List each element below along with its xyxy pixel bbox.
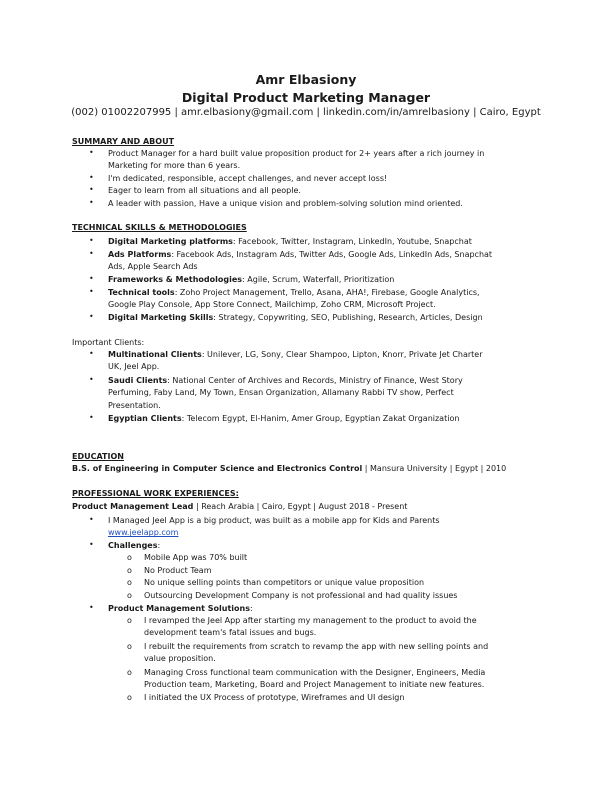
solution-item: I rebuilt the requirements from scratch to revamp the app with new selling points and value proposition. <box>144 642 489 664</box>
circle-bullet-icon: o <box>127 642 132 651</box>
bullet-icon: • <box>89 312 94 321</box>
circle-bullet-icon: o <box>127 553 132 562</box>
challenge-item: No Product Team <box>144 566 212 575</box>
bullet-icon: • <box>89 185 94 194</box>
summary-heading: SUMMARY AND ABOUT <box>72 137 175 146</box>
client-item: Saudi Clients: National Center of Archives and Records, Ministry of Finance, West Story Perfuming, Faby Land, My Town, Ensan Organization, Allamany Rabbi TV show, Perfect Presentation. <box>108 376 463 410</box>
summary-item: A leader with passion, Have a unique vision and problem-solving solution mind oriented. <box>108 199 463 208</box>
experience-role: Product Management Lead | Reach Arabia | Cairo, Egypt | August 2018 - Present <box>72 502 408 511</box>
bullet-icon: • <box>89 236 94 245</box>
jeelapp-link[interactable]: www.jeelapp.com <box>108 528 179 538</box>
skill-item: Digital Marketing platforms: Facebook, Twitter, Instagram, LinkedIn, Youtube, Snapchat <box>108 237 472 246</box>
bullet-icon: • <box>89 515 94 524</box>
challenge-item: Outsourcing Development Company is not professional and had quality issues <box>144 591 458 600</box>
bullet-icon: • <box>89 540 94 549</box>
bullet-icon: • <box>89 287 94 296</box>
circle-bullet-icon: o <box>127 591 132 600</box>
skill-item: Frameworks & Methodologies: Agile, Scrum, Waterfall, Prioritization <box>108 275 395 284</box>
challenges-label: Challenges: <box>108 541 161 550</box>
experience-intro: I Managed Jeel App is a big product, was built as a mobile app for Kids and Parents www.jeelapp.com <box>108 516 440 538</box>
bullet-icon: • <box>89 198 94 207</box>
summary-item: I'm dedicated, responsible, accept challenges, and never accept loss! <box>108 174 388 183</box>
solution-item: I initiated the UX Process of prototype, Wireframes and UI design <box>144 693 405 702</box>
education-entry: B.S. of Engineering in Computer Science and Electronics Control | Mansura University | Egypt | 2010 <box>72 464 507 473</box>
solution-item: I revamped the Jeel App after starting my management to the product to avoid the development team's fatal issues and bugs. <box>144 616 477 638</box>
bullet-icon: • <box>89 148 94 157</box>
job-title: Digital Product Marketing Manager <box>181 90 431 105</box>
client-item: Multinational Clients: Unilever, LG, Sony, Clear Shampoo, Lipton, Knorr, Private Jet Charter UK, Jeel App. <box>108 350 483 372</box>
challenge-item: No unique selling points than competitors or unique value proposition <box>144 578 425 587</box>
client-item: Egyptian Clients: Telecom Egypt, El-Hanim, Amer Group, Egyptian Zakat Organization <box>108 414 460 423</box>
bullet-icon: • <box>89 413 94 422</box>
bullet-icon: • <box>89 249 94 258</box>
challenge-item: Mobile App was 70% built <box>144 553 248 562</box>
skills-heading: TECHNICAL SKILLS & METHODOLOGIES <box>72 223 247 232</box>
bullet-icon: • <box>89 173 94 182</box>
circle-bullet-icon: o <box>127 616 132 625</box>
circle-bullet-icon: o <box>127 668 132 677</box>
summary-item: Product Manager for a hard built value proposition product for 2+ years after a rich journey in Marketing for more than 6 years. <box>108 149 485 171</box>
skill-item: Technical tools: Zoho Project Management, Trello, Asana, AHA!, Firebase, Google Analytics, Google Play Console, App Store Connect, Mailchimp, Zoho CRM, Microsoft Project. <box>108 288 480 310</box>
solutions-label: Product Management Solutions: <box>108 604 253 613</box>
experience-heading: PROFESSIONAL WORK EXPERIENCES: <box>72 489 239 498</box>
bullet-icon: • <box>89 603 94 612</box>
circle-bullet-icon: o <box>127 578 132 587</box>
candidate-name: Amr Elbasiony <box>255 72 357 87</box>
contact-line: (002) 01002207995 | amr.elbasiony@gmail.com | linkedin.com/in/amrelbasiony | Cairo, Egypt <box>71 107 541 118</box>
solution-item: Managing Cross functional team communication with the Designer, Engineers, Media Production team, Marketing, Board and Project Management to initiate new features. <box>144 668 486 690</box>
bullet-icon: • <box>89 274 94 283</box>
education-heading: EDUCATION <box>72 452 124 461</box>
summary-item: Eager to learn from all situations and all people. <box>108 186 301 195</box>
skill-item: Ads Platforms: Facebook Ads, Instagram Ads, Twitter Ads, Google Ads, LinkedIn Ads, Snapchat Ads, Apple Search Ads <box>108 250 493 272</box>
clients-heading: Important Clients: <box>72 338 145 347</box>
circle-bullet-icon: o <box>127 566 132 575</box>
skill-item: Digital Marketing Skills: Strategy, Copywriting, SEO, Publishing, Research, Articles, Design <box>108 313 483 322</box>
bullet-icon: • <box>89 375 94 384</box>
circle-bullet-icon: o <box>127 693 132 702</box>
bullet-icon: • <box>89 349 94 358</box>
